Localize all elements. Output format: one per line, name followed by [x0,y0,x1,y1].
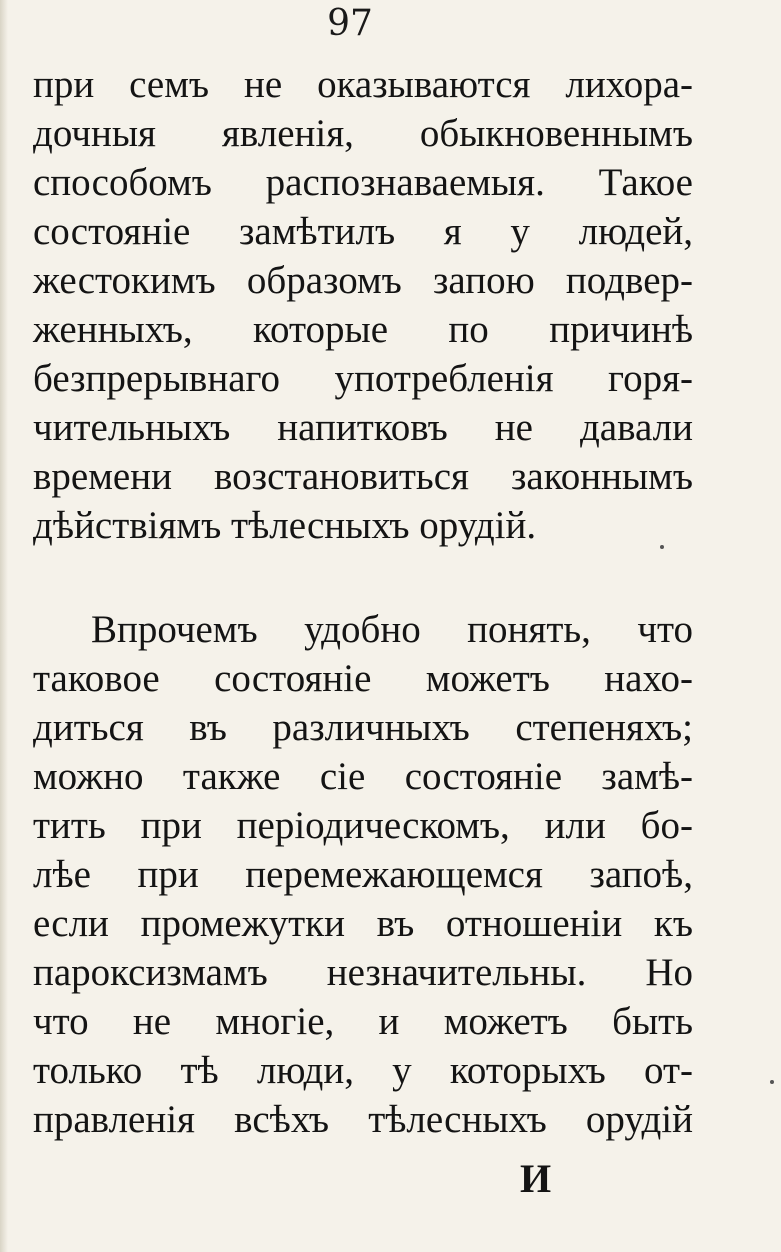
page-number: 97 [327,3,373,44]
paragraph-1 [33,60,693,550]
paragraph-2 [33,605,693,1144]
text-line: дочныя явленія, обыкновеннымъ [33,112,693,155]
text-line: жестокимъ образомъ запою подвер- [33,259,693,302]
text-line: при семъ не оказываются лихора- [33,63,693,106]
text-line: чительныхъ напитковъ не давали [33,406,693,449]
catchword: И [520,1156,552,1201]
text-line: лѣе при перемежающемся запоѣ, [33,853,693,896]
text-line: диться въ различныхъ степеняхъ; [33,706,693,749]
text-line: что не многіе, и можетъ быть [33,1000,693,1043]
text-line: безпрерывнаго употребленія горя- [33,357,693,400]
ink-speck [770,1080,774,1084]
text-line: правленія всѣхъ тѣлесныхъ орудій [33,1098,693,1141]
text-line: таковое состояніе можетъ нахо- [33,657,693,700]
text-line: женныхъ, которые по причинѣ [33,308,693,351]
ink-speck [660,545,664,549]
text-line: Впрочемъ удобно понять, что [91,608,693,651]
text-line: дѣйствіямъ тѣлесныхъ орудій. [33,504,537,547]
text-line: состояніе замѣтилъ я у людей, [33,210,693,253]
text-line: можно также сіе состояніе замѣ- [33,755,693,798]
text-line: времени возстановиться законнымъ [33,455,693,498]
text-line: пароксизмамъ незначительны. Но [33,951,693,994]
text-line: только тѣ люди, у которыхъ от- [33,1049,693,1092]
text-line: способомъ распознаваемыя. Такое [33,161,693,204]
text-line: тить при періодическомъ, или бо- [33,804,693,847]
text-line: если промежутки въ отношеніи къ [33,902,693,945]
page-edge-shadow [0,0,8,1252]
